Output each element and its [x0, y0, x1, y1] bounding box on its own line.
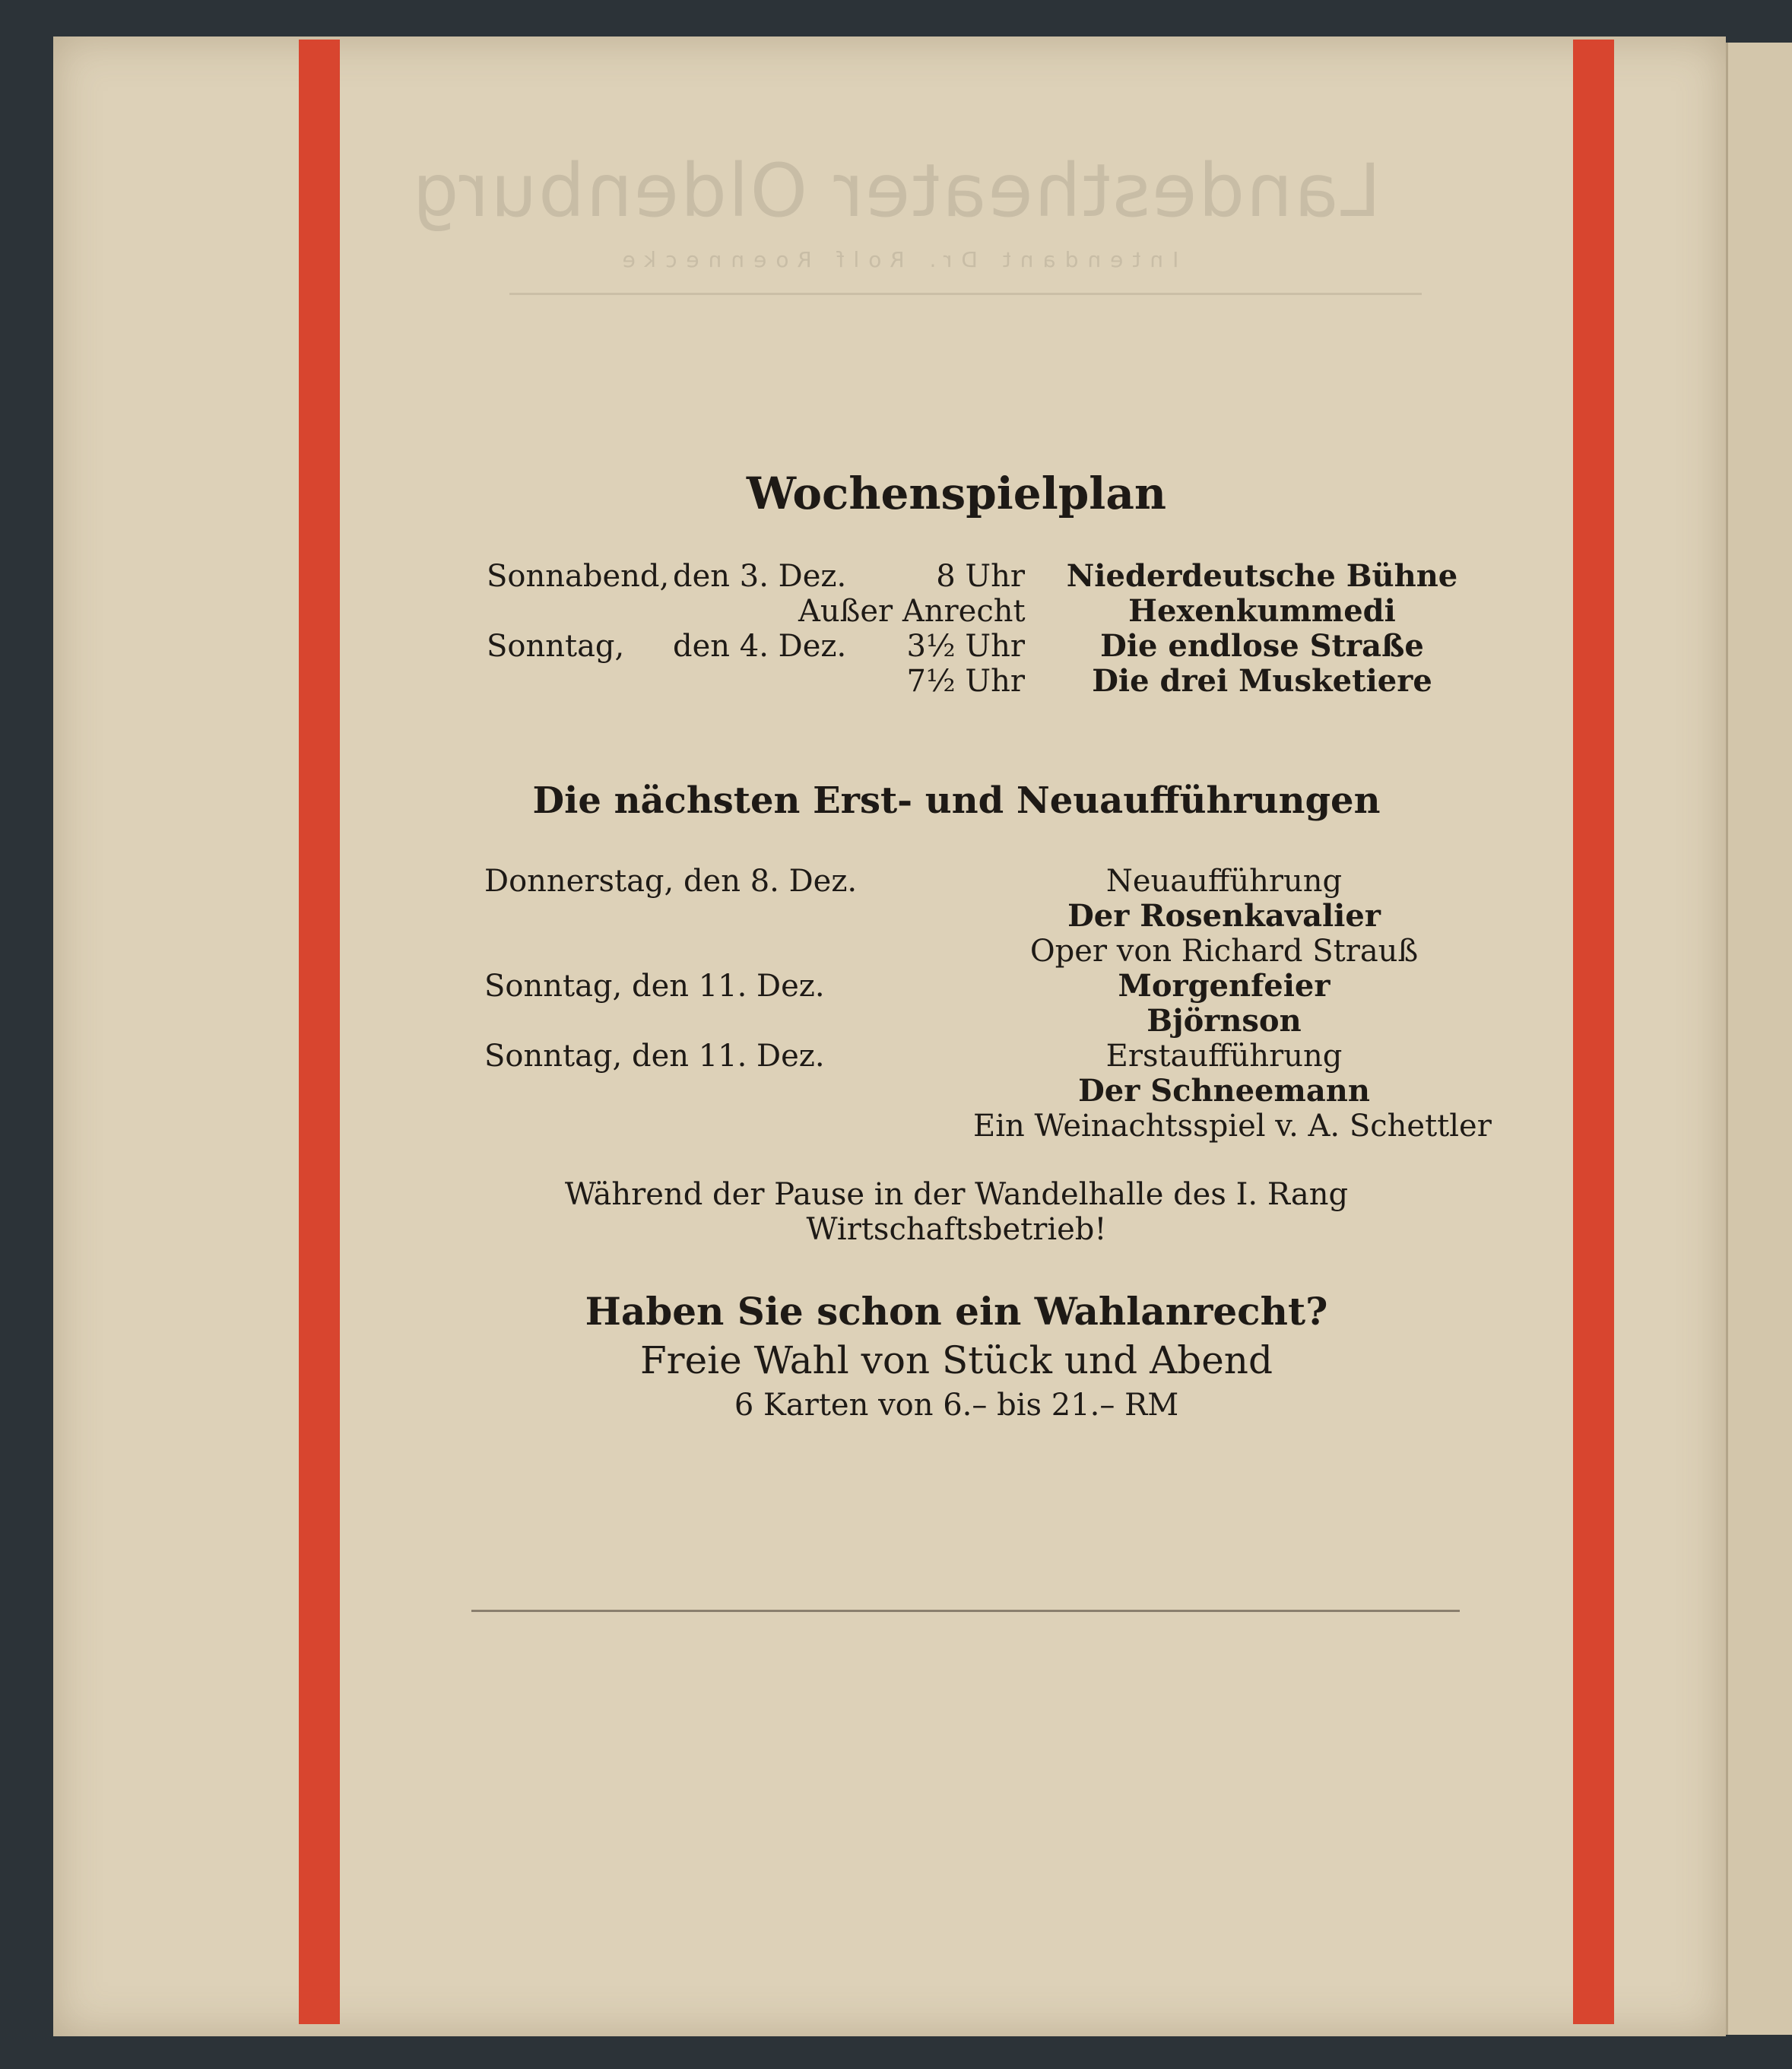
- upcoming-title: Der Schneemann: [1078, 1073, 1370, 1109]
- schedule-day: Sonnabend,: [487, 559, 670, 594]
- bleed-through-rule: [471, 1610, 1460, 1612]
- free-choice-line: Freie Wahl von Stück und Abend: [639, 1338, 1273, 1382]
- schedule-row: [0, 559, 1792, 594]
- schedule-row: [0, 594, 1792, 629]
- upcoming-row: [0, 1039, 1792, 1074]
- schedule-day: Sonntag,: [487, 629, 625, 664]
- schedule-event: Die drei Musketiere: [1092, 663, 1432, 699]
- upcoming-title: Morgenfeier: [1118, 968, 1331, 1004]
- upcoming-date: Donnerstag, den 8. Dez.: [484, 864, 858, 899]
- bleed-through-line: [509, 293, 1422, 295]
- upcoming-row: [0, 1004, 1792, 1039]
- bleed-through-subtitle: Intendant Dr. Rolf Roennecke: [613, 247, 1179, 272]
- schedule-time: Außer Anrecht: [798, 594, 1026, 629]
- ticket-price-line: 6 Karten von 6.– bis 21.– RM: [734, 1388, 1179, 1423]
- upcoming-row: [0, 934, 1792, 969]
- schedule-time: 8 Uhr: [936, 559, 1025, 594]
- subscription-question: Haben Sie schon ein Wahlanrecht?: [585, 1289, 1328, 1334]
- section-heading: Die nächsten Erst- und Neuaufführungen: [532, 779, 1381, 822]
- pause-note: [340, 1177, 1573, 1247]
- upcoming-title: Der Rosenkavalier: [1067, 898, 1381, 934]
- pause-line: Wirtschaftsbetrieb!: [806, 1212, 1107, 1247]
- schedule-date: den 3. Dez.: [673, 559, 847, 594]
- upcoming-detail: Björnson: [1147, 1003, 1302, 1039]
- upcoming-row: [0, 1074, 1792, 1109]
- upcoming-detail: Ein Weinachtsspiel v. A. Schettler: [973, 1109, 1492, 1144]
- upcoming-date: Sonntag, den 11. Dez.: [484, 969, 825, 1004]
- upcoming-kind: Erstaufführung: [1105, 1039, 1343, 1074]
- schedule-time: 7½ Uhr: [906, 664, 1025, 699]
- schedule-row: [0, 664, 1792, 699]
- upcoming-row: [0, 899, 1792, 934]
- schedule-event: Niederdeutsche Bühne: [1066, 558, 1458, 594]
- schedule-date: den 4. Dez.: [673, 629, 847, 664]
- bleed-through-title: Landestheater Oldenburg: [411, 148, 1381, 233]
- pause-line: Während der Pause in der Wandelhalle des I. Rang: [564, 1177, 1349, 1212]
- schedule-row: [0, 629, 1792, 664]
- upcoming-row: [0, 1109, 1792, 1144]
- page-title: Wochenspielplan: [746, 468, 1167, 519]
- upcoming-date: Sonntag, den 11. Dez.: [484, 1039, 825, 1074]
- upcoming-kind: Neuaufführung: [1105, 864, 1343, 899]
- schedule-event: Hexenkummedi: [1128, 593, 1396, 629]
- upcoming-row: [0, 969, 1792, 1004]
- upcoming-detail: Oper von Richard Strauß: [1029, 934, 1419, 969]
- schedule-event: Die endlose Straße: [1100, 628, 1424, 664]
- schedule-time: 3½ Uhr: [906, 629, 1025, 664]
- upcoming-row: [0, 864, 1792, 899]
